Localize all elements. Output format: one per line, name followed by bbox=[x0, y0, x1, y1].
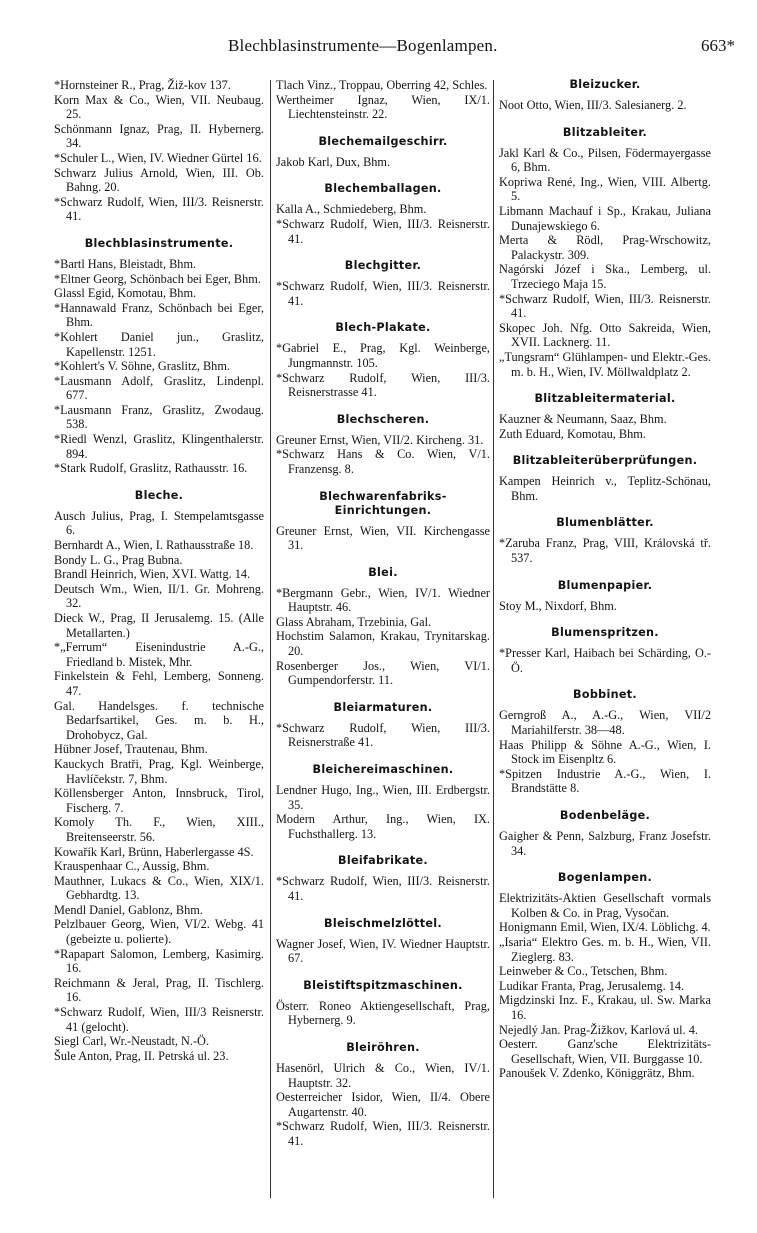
directory-entry: Mauthner, Lukacs & Co., Wien, XIX/1. Gebhardtg. 13. bbox=[54, 873, 264, 903]
directory-entry: Siegl Carl, Wr.-Neustadt, N.-Ö. bbox=[54, 1034, 210, 1049]
directory-entry: Finkelstein & Fehl, Lemberg, Sonneng. 47. bbox=[54, 669, 264, 698]
directory-entry: Rosenberger Jos., Wien, VI/1. Gumpendorferstr. 11. bbox=[276, 658, 490, 688]
directory-entry: *Schwarz Rudolf, Wien, III/3. Reisnerstr. 41. bbox=[276, 1119, 490, 1148]
directory-entry: Jakob Karl, Dux, Bhm. bbox=[276, 154, 391, 169]
directory-entry: Libmann Machauf i Sp., Krakau, Juliana Dunajewskiego 6. bbox=[499, 203, 711, 233]
directory-entry: Leinweber & Co., Tetschen, Bhm. bbox=[499, 964, 668, 979]
column-2 bbox=[276, 78, 490, 1149]
directory-entry: *„Ferrum“ Eisenindustrie A.-G., Friedland b. Mistek, Mhr. bbox=[54, 640, 264, 669]
directory-entry: *Schwarz Rudolf, Wien, III/3 Reisnerstr. 41 (gelocht). bbox=[54, 1005, 264, 1034]
directory-entry: *Riedl Wenzl, Graslitz, Klingenthalerstr. 894. bbox=[54, 432, 264, 461]
directory-entry: Kampen Heinrich v., Teplitz-Schönau, Bhm. bbox=[499, 474, 711, 503]
directory-entry: *Rapapart Salomon, Lemberg, Kasimirg. 16. bbox=[54, 946, 264, 976]
section-heading: Blechemailgeschirr. bbox=[318, 134, 448, 148]
directory-entry: Migdzinski Inz. F., Krakau, ul. Sw. Marka 16. bbox=[499, 993, 711, 1022]
directory-entry: *Lausmann Franz, Graslitz, Zwodaug. 538. bbox=[54, 402, 264, 432]
directory-entry: Mendl Daniel, Gablonz, Bhm. bbox=[54, 902, 203, 917]
column-1 bbox=[54, 78, 264, 1063]
directory-entry: Merta & Rödl, Prag-Wrschowitz, Palackystr. 309. bbox=[499, 233, 711, 262]
directory-entry: Korn Max & Co., Wien, VII. Neubaug. 25. bbox=[54, 92, 264, 122]
section-heading: Bobbinet. bbox=[573, 688, 637, 702]
page-header bbox=[0, 36, 757, 60]
directory-entry: *Schwarz Rudolf, Wien, III/3. Reisnerstrasse 41. bbox=[276, 370, 490, 400]
directory-entry: *Spitzen Industrie A.-G., Wien, I. Brandstätte 8. bbox=[499, 766, 711, 796]
section-heading: Blumenspritzen. bbox=[551, 626, 659, 640]
directory-entry: Bondy L. G., Prag Bubna. bbox=[54, 552, 183, 567]
directory-entry: Gaigher & Penn, Salzburg, Franz Josefstr. 34. bbox=[499, 829, 711, 858]
section-heading: Bogenlampen. bbox=[557, 871, 653, 885]
section-heading: Bleichereimaschinen. bbox=[312, 763, 454, 777]
directory-entry: Kauckych Bratři, Prag, Kgl. Weinberge, Havlíčekstr. 7, Bhm. bbox=[54, 756, 264, 786]
directory-entry: Skopec Joh. Nfg. Otto Sakreida, Wien, XVII. Lacknerg. 11. bbox=[499, 320, 711, 350]
directory-entry: Krauspenhaar C., Aussig, Bhm. bbox=[54, 859, 210, 874]
directory-entry: Hübner Josef, Trautenau, Bhm. bbox=[54, 742, 208, 757]
column-3 bbox=[499, 78, 711, 1081]
column-divider-left bbox=[270, 80, 271, 1198]
directory-entry: Kauzner & Neumann, Saaz, Bhm. bbox=[499, 412, 667, 427]
directory-entry: Oesterreicher Isidor, Wien, II/4. Obere Augartenstr. 40. bbox=[276, 1090, 490, 1119]
section-heading: Blitzableitermaterial. bbox=[534, 392, 676, 406]
directory-entry: Deutsch Wm., Wien, II/1. Gr. Mohreng. 32. bbox=[54, 581, 264, 611]
directory-entry: *Schwarz Rudolf, Wien, III/3. Reisnerstr. 41. bbox=[54, 194, 264, 224]
directory-entry: „Tungsram“ Glühlampen- und Elektr.-Ges. m. b. H., Wien, IV. Möllwaldplatz 2. bbox=[499, 349, 711, 379]
directory-entry: Schwarz Julius Arnold, Wien, III. Ob. Bahng. 20. bbox=[54, 165, 264, 195]
section-heading: Bleiröhren. bbox=[346, 1040, 420, 1054]
section-heading: Blei. bbox=[368, 565, 398, 579]
directory-entry: Brandl Heinrich, Wien, XVI. Wattg. 14. bbox=[54, 567, 251, 582]
directory-entry: Panoušek V. Zdenko, Königgrätz, Bhm. bbox=[499, 1066, 695, 1081]
directory-entry: Schönmann Ignaz, Prag, II. Hybernerg. 34. bbox=[54, 121, 264, 151]
directory-entry: *Kohlert Daniel jun., Graslitz, Kapellenstr. 1251. bbox=[54, 329, 264, 359]
section-heading: Bleche. bbox=[134, 488, 184, 502]
directory-entry: *Schuler L., Wien, IV. Wiedner Gürtel 16. bbox=[54, 150, 262, 165]
directory-entry: Greuner Ernst, Wien, VII/2. Kircheng. 31. bbox=[276, 432, 484, 447]
directory-entry: Noot Otto, Wien, III/3. Salesianerg. 2. bbox=[499, 98, 687, 112]
directory-entry: *Bergmann Gebr., Wien, IV/1. Wiedner Hauptstr. 46. bbox=[276, 585, 490, 615]
directory-entry: *Lausmann Adolf, Graslitz, Lindenpl. 677. bbox=[54, 373, 264, 403]
section-heading: Blitzableiter. bbox=[562, 125, 648, 139]
directory-entry: Bernhardt A., Wien, I. Rathausstraße 18. bbox=[54, 538, 254, 553]
directory-entry: *Schwarz Rudolf, Wien, III/3. Reisnerstr. 41. bbox=[276, 216, 490, 246]
section-heading: Blitzableiterüberprüfungen. bbox=[512, 454, 698, 468]
directory-entry: Pelzlbauer Georg, Wien, VI/2. Webg. 41 (gebeizte u. polierte). bbox=[54, 917, 264, 947]
directory-entry: Šule Anton, Prag, II. Petrská ul. 23. bbox=[54, 1048, 229, 1063]
directory-entry: Ludikar Franta, Prag, Jerusalemg. 14. bbox=[499, 978, 685, 993]
section-heading: Bodenbeläge. bbox=[559, 809, 651, 822]
directory-entry: *Schwarz Rudolf, Wien, III/3. Reisnerstr. 41. bbox=[276, 279, 490, 308]
section-heading: Blech-Plakate. bbox=[335, 321, 431, 335]
directory-entry: Nagórski Józef i Ska., Lemberg, ul. Trzeciego Maja 15. bbox=[499, 262, 711, 291]
section-heading: Bleistiftspitzmaschinen. bbox=[303, 978, 463, 992]
directory-entry: Gal. Handelsges. f. technische Bedarfsartikel, Ges. m. b. H., Drohobycz, Gal. bbox=[54, 698, 264, 742]
directory-entry: Ausch Julius, Prag, I. Stempelamtsgasse 6. bbox=[54, 508, 264, 538]
section-heading: Blechemballagen. bbox=[324, 182, 442, 196]
directory-entry: Reichmann & Jeral, Prag, II. Tischlerg. 16. bbox=[54, 975, 264, 1005]
directory-entry: Glassl Egid, Komotau, Bhm. bbox=[54, 286, 197, 301]
directory-entry: Hochstim Salamon, Krakau, Trynitarskag. 20. bbox=[276, 629, 490, 659]
section-heading: Blechwarenfabriks-Einrichtungen. bbox=[319, 489, 447, 517]
directory-entry: *Schwarz Rudolf, Wien, III/3. Reisnerstr. 41. bbox=[276, 874, 490, 903]
section-heading: Bleifabrikate. bbox=[338, 854, 428, 868]
page-number: 663* bbox=[701, 36, 735, 55]
directory-entry: *Gabriel E., Prag, Kgl. Weinberge, Jungmannstr. 105. bbox=[276, 341, 490, 370]
directory-entry: *Bartl Hans, Bleistadt, Bhm. bbox=[54, 256, 197, 271]
directory-entry: Oesterr. Ganz'sche Elektrizitäts-Gesellschaft, Wien, VII. Burggasse 10. bbox=[499, 1037, 711, 1066]
section-heading: Blechscheren. bbox=[336, 412, 430, 426]
running-title: Blechblasinstrumente—Bogenlampen. bbox=[228, 36, 498, 55]
directory-entry: *Stark Rudolf, Graslitz, Rathausstr. 16. bbox=[54, 461, 248, 476]
directory-entry: Honigmann Emil, Wien, IX/4. Löblichg. 4. bbox=[499, 920, 711, 935]
directory-entry: *Eltner Georg, Schönbach bei Eger, Bhm. bbox=[54, 271, 261, 286]
section-heading: Bleiarmaturen. bbox=[333, 700, 433, 714]
directory-entry: Kalla A., Schmiedeberg, Bhm. bbox=[276, 202, 427, 217]
directory-entry: Dieck W., Prag, II Jerusalemg. 15. (Alle Metallarten.) bbox=[54, 611, 264, 640]
directory-entry: *Schwarz Hans & Co. Wien, V/1. Franzensg. 8. bbox=[276, 447, 490, 476]
section-heading: Bleischmelzlöttel. bbox=[324, 916, 442, 930]
section-heading: Blumenblätter. bbox=[556, 516, 654, 530]
directory-entry: *Presser Karl, Haibach bei Schärding, O.-Ö. bbox=[499, 646, 711, 675]
directory-entry: Haas Philipp & Söhne A.-G., Wien, I. Stock im Eisenpltz 6. bbox=[499, 737, 711, 767]
directory-entry: *Kohlert's V. Söhne, Graslitz, Bhm. bbox=[54, 359, 230, 374]
directory-entry: Stoy M., Nixdorf, Bhm. bbox=[499, 598, 617, 613]
directory-entry: „Isaria“ Elektro Ges. m. b. H., Wien, VII. Zieglerg. 83. bbox=[499, 934, 711, 964]
directory-entry: Kopriwa René, Ing., Wien, VIII. Albertg. 5. bbox=[499, 174, 711, 204]
directory-entry: Modern Arthur, Ing., Wien, IX. Fuchsthallerg. 13. bbox=[276, 812, 490, 841]
directory-entry: Kowařík Karl, Brünn, Haberlergasse 4S. bbox=[54, 844, 254, 859]
directory-entry: Jakl Karl & Co., Pilsen, Födermayergasse 6, Bhm. bbox=[499, 145, 711, 175]
directory-entry: Tlach Vinz., Troppau, Oberring 42, Schles. bbox=[276, 78, 488, 92]
column-divider-right bbox=[493, 80, 494, 1198]
directory-entry: Zuth Eduard, Komotau, Bhm. bbox=[499, 426, 646, 441]
directory-entry: Glass Abraham, Trzebinia, Gal. bbox=[276, 614, 432, 629]
directory-entry: *Schwarz Rudolf, Wien, III/3. Reisnerstraße 41. bbox=[276, 720, 490, 750]
directory-entry: Köllensberger Anton, Innsbruck, Tirol, Fischerg. 7. bbox=[54, 786, 264, 815]
directory-entry: Komoly Th. F., Wien, XIII., Breitenseerstr. 56. bbox=[54, 815, 264, 844]
directory-entry: Gerngroß A., A.-G., Wien, VII/2 Mariahilferstr. 38—48. bbox=[499, 708, 711, 738]
directory-entry: Wertheimer Ignaz, Wien, IX/1. Liechtensteinstr. 22. bbox=[276, 92, 490, 122]
directory-entry: Greuner Ernst, Wien, VII. Kirchengasse 31. bbox=[276, 523, 490, 553]
directory-entry: Nejedlý Jan. Prag-Žižkov, Karlová ul. 4. bbox=[499, 1022, 698, 1037]
section-heading: Blechblasinstrumente. bbox=[84, 236, 234, 250]
section-heading: Bleizucker. bbox=[569, 78, 641, 91]
section-heading: Blumenpapier. bbox=[557, 578, 653, 592]
directory-entry: Hasenörl, Ulrich & Co., Wien, IV/1. Hauptstr. 32. bbox=[276, 1060, 490, 1090]
section-heading: Blechgitter. bbox=[344, 259, 422, 273]
directory-entry: Lendner Hugo, Ing., Wien, III. Erdbergstr. 35. bbox=[276, 783, 490, 812]
directory-entry: *Schwarz Rudolf, Wien, III/3. Reisnerstr. 41. bbox=[499, 291, 711, 321]
directory-entry: *Hannawald Franz, Schönbach bei Eger, Bhm. bbox=[54, 300, 264, 330]
directory-entry: *Zaruba Franz, Prag, VIII, Královská tř. 537. bbox=[499, 536, 711, 566]
directory-entry: Österr. Roneo Aktiengesellschaft, Prag, Hybernerg. 9. bbox=[276, 998, 490, 1028]
directory-entry: Wagner Josef, Wien, IV. Wiedner Hauptstr. 67. bbox=[276, 936, 490, 966]
directory-entry: *Hornsteiner R., Prag, Žiž-kov 137. bbox=[54, 78, 231, 92]
directory-entry: Elektrizitäts-Aktien Gesellschaft vormals Kolben & Co. in Prag, Vysočan. bbox=[499, 891, 711, 920]
